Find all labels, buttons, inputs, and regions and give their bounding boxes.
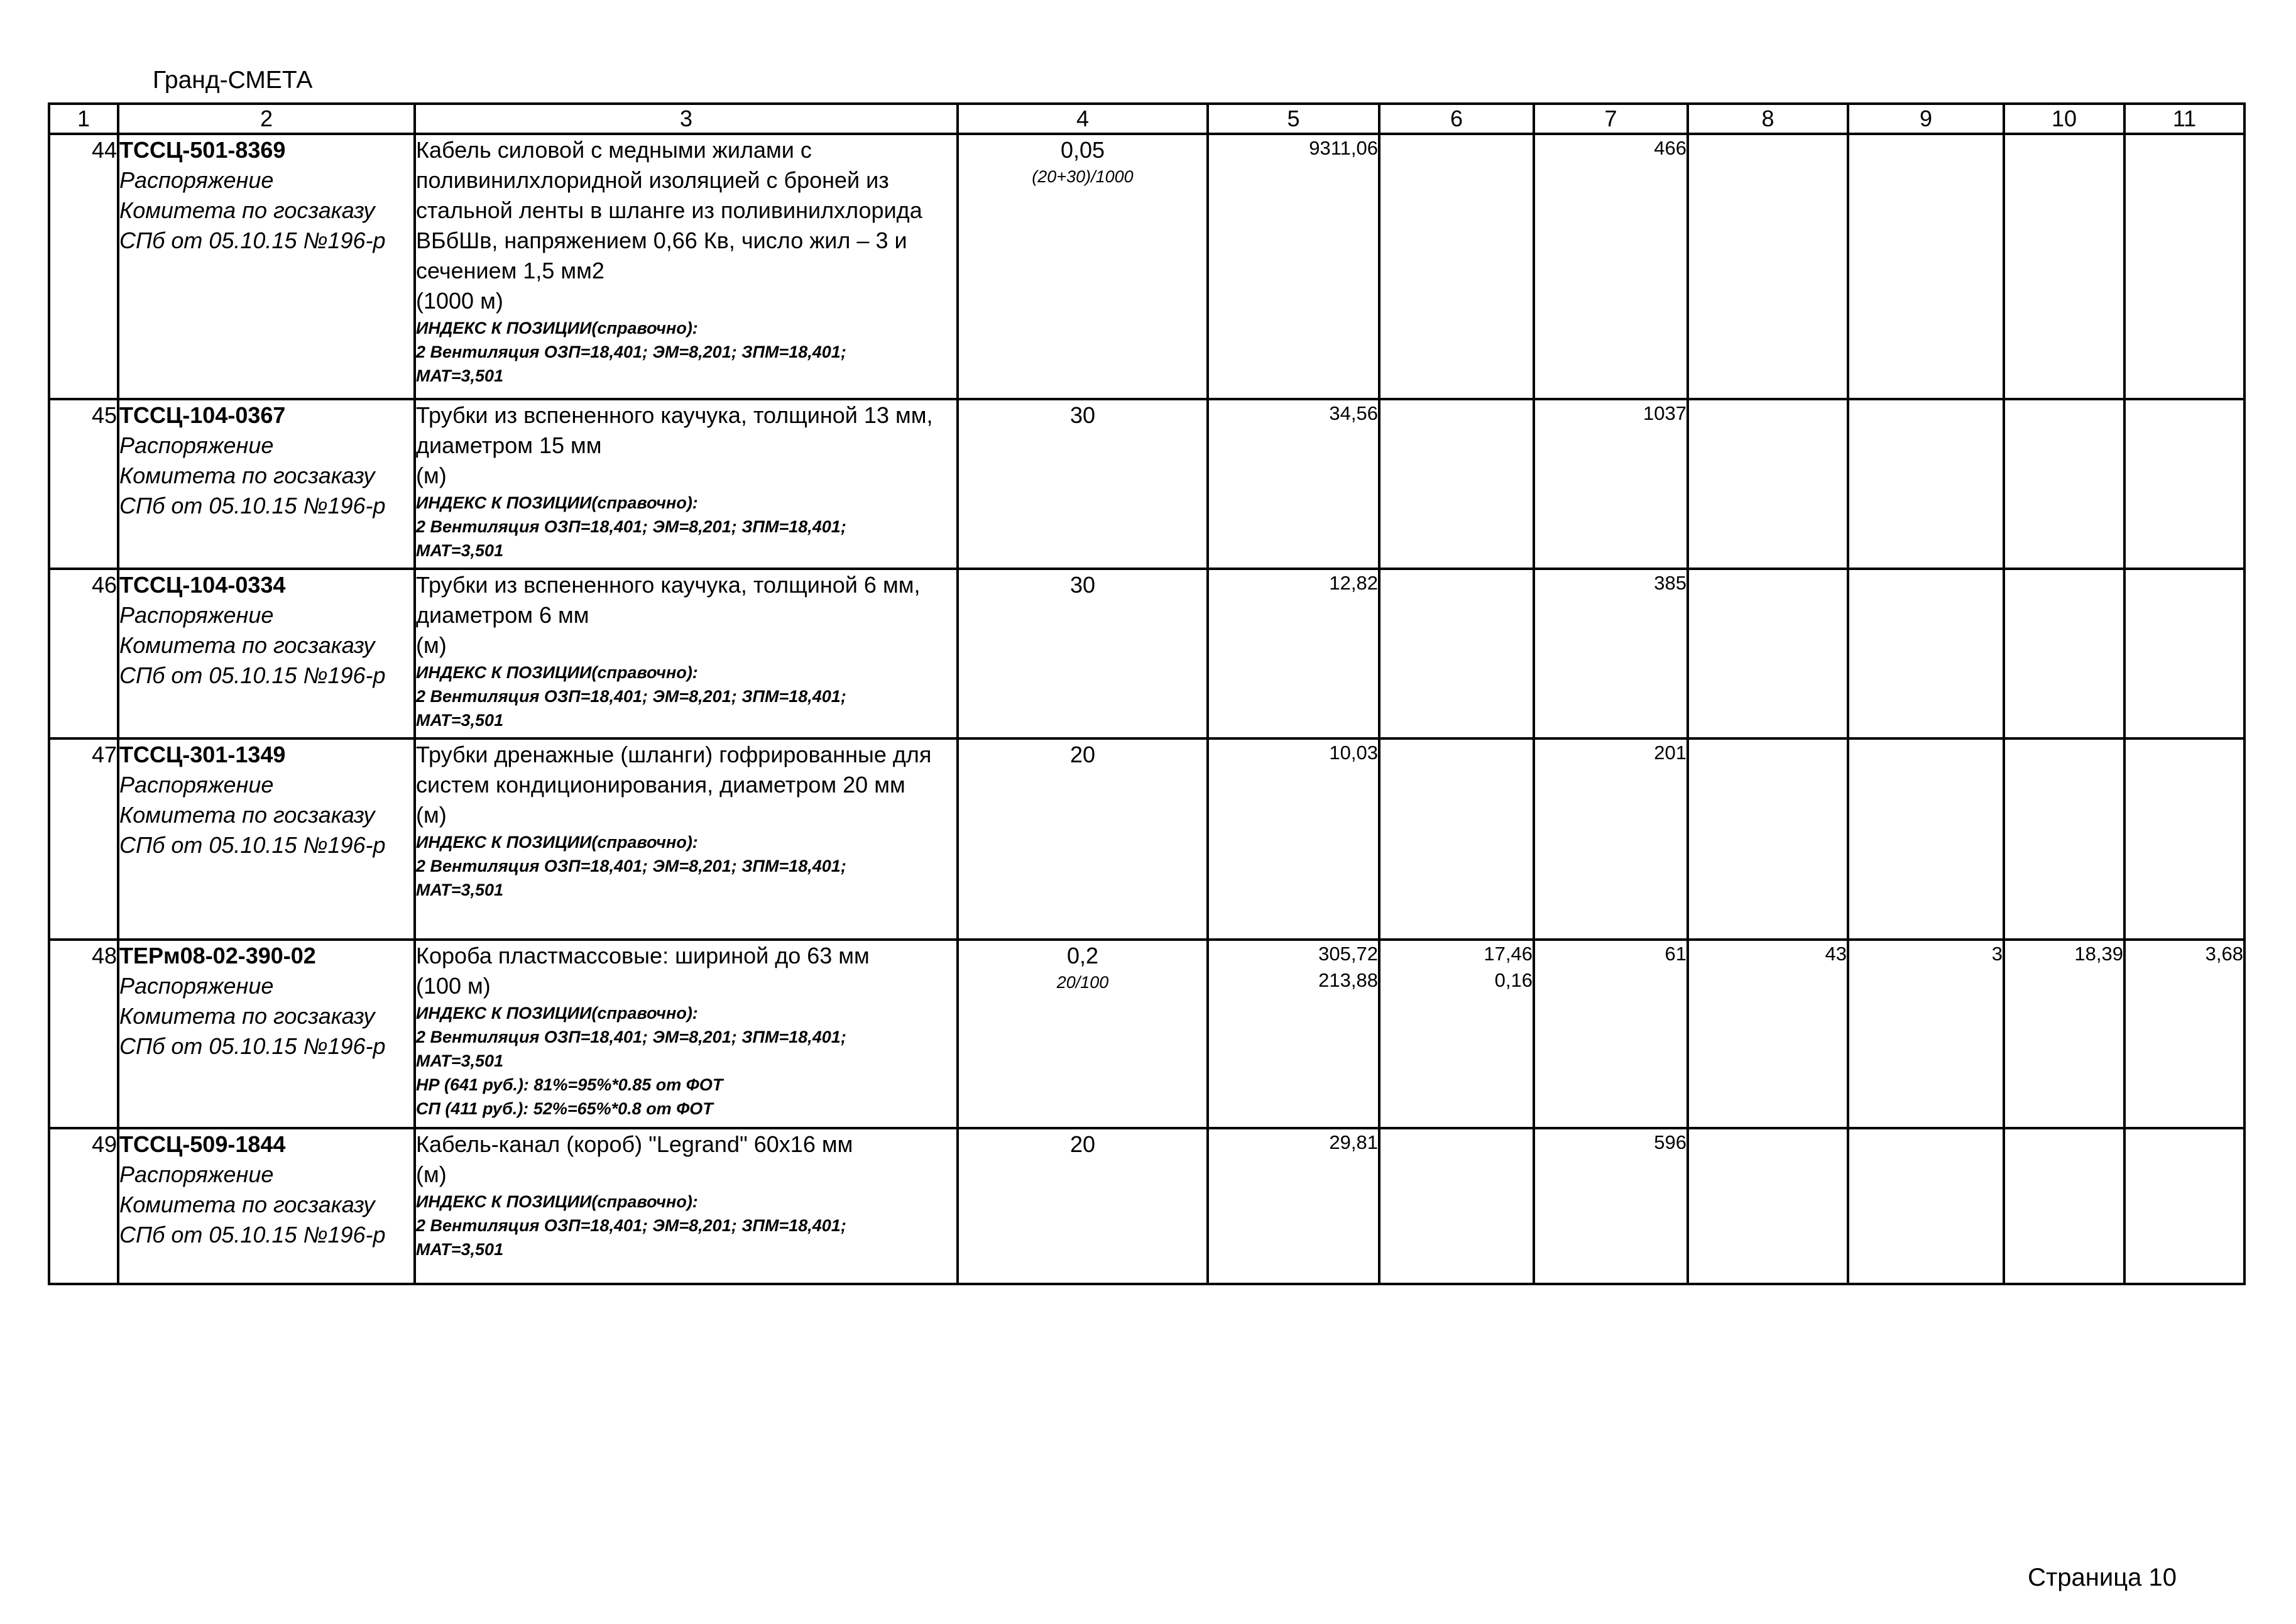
column-header: 2 <box>118 104 415 134</box>
col6-value <box>1379 569 1534 738</box>
item-name: Трубки дренажные (шланги) гофрированные для систем кондиционирования, диаметром 20 мм <box>416 742 932 798</box>
col10-value <box>2004 399 2124 569</box>
item-name: Короба пластмассовые: шириной до 63 мм <box>416 943 870 968</box>
item-index-note: ИНДЕКС К ПОЗИЦИИ(справочно): 2 Вентиляция ОЗП=18,401; ЭМ=8,201; ЗПМ=18,401; МАТ=3,501 <box>416 663 846 730</box>
col10-value: 18,39 <box>2004 940 2124 1128</box>
item-quantity: 0,2 <box>1066 943 1099 968</box>
col8-value <box>1688 399 1848 569</box>
table-row <box>49 738 2244 940</box>
item-source: Распоряжение Комитета по госзаказу СПб от 05.10.15 №196-р <box>119 167 386 253</box>
item-index-note: ИНДЕКС К ПОЗИЦИИ(справочно): 2 Вентиляция ОЗП=18,401; ЭМ=8,201; ЗПМ=18,401; МАТ=3,501 <box>416 1192 846 1259</box>
col9-value <box>1848 738 2004 940</box>
col6-value <box>1379 134 1534 399</box>
column-header: 5 <box>1208 104 1379 134</box>
col11-value <box>2124 1128 2244 1284</box>
col5-value: 34,56 <box>1208 399 1379 569</box>
col8-value: 43 <box>1688 940 1848 1128</box>
row-number: 47 <box>49 738 118 940</box>
col5-value: 29,81 <box>1208 1128 1379 1284</box>
item-code: ТССЦ-104-0367 <box>119 402 286 428</box>
column-header: 9 <box>1848 104 2004 134</box>
item-quantity-cell <box>958 134 1208 399</box>
col8-value <box>1688 134 1848 399</box>
item-code-cell <box>118 738 415 940</box>
col7-value: 596 <box>1534 1128 1688 1284</box>
item-description-cell <box>415 399 958 569</box>
row-number: 48 <box>49 940 118 1128</box>
table-row <box>49 1128 2244 1284</box>
col11-value <box>2124 399 2244 569</box>
page-number: Страница 10 <box>2028 1564 2177 1591</box>
col7-value: 466 <box>1534 134 1688 399</box>
item-quantity-cell <box>958 738 1208 940</box>
item-code-cell <box>118 569 415 738</box>
item-unit: (1000 м) <box>416 288 503 314</box>
col7-value: 201 <box>1534 738 1688 940</box>
col9-value <box>1848 1128 2004 1284</box>
col10-value <box>2004 1128 2124 1284</box>
col7-value: 1037 <box>1534 399 1688 569</box>
col5-value: 10,03 <box>1208 738 1379 940</box>
item-name: Трубки из вспененного каучука, толщиной 13 мм, диаметром 15 мм <box>416 402 933 458</box>
item-code-cell <box>118 399 415 569</box>
column-header: 1 <box>49 104 118 134</box>
item-quantity: 30 <box>1069 402 1096 428</box>
column-header: 8 <box>1688 104 1848 134</box>
item-quantity-cell <box>958 569 1208 738</box>
item-source: Распоряжение Комитета по госзаказу СПб от 05.10.15 №196-р <box>119 602 386 688</box>
col10-value <box>2004 134 2124 399</box>
item-quantity: 20 <box>1069 1131 1096 1157</box>
table-row <box>49 569 2244 738</box>
item-code-cell <box>118 1128 415 1284</box>
column-header: 7 <box>1534 104 1688 134</box>
column-header: 3 <box>415 104 958 134</box>
item-source: Распоряжение Комитета по госзаказу СПб от 05.10.15 №196-р <box>119 432 386 518</box>
col5-value: 12,82 <box>1208 569 1379 738</box>
item-description-cell <box>415 569 958 738</box>
col9-value <box>1848 569 2004 738</box>
col11-value <box>2124 569 2244 738</box>
item-quantity: 0,05 <box>1060 137 1105 163</box>
col7-value: 61 <box>1534 940 1688 1128</box>
item-quantity-cell <box>958 399 1208 569</box>
item-code: ТССЦ-501-8369 <box>119 137 286 163</box>
item-description-cell <box>415 1128 958 1284</box>
column-header: 6 <box>1379 104 1534 134</box>
item-source: Распоряжение Комитета по госзаказу СПб от 05.10.15 №196-р <box>119 973 386 1059</box>
item-name: Кабель силовой с медными жилами с поливинилхлоридной изоляцией с броней из стальной ленты в шланге из поливинилхлорида ВБбШв, напряжением 0,66 Кв, число жил – 3 и сечением 1,5 мм2 <box>416 137 922 283</box>
col6-value <box>1379 738 1534 940</box>
item-code: ТССЦ-509-1844 <box>119 1131 286 1157</box>
item-code-cell <box>118 134 415 399</box>
item-quantity-formula: (20+30)/1000 <box>1032 167 1134 186</box>
column-numbers-row <box>49 104 2244 134</box>
item-code-cell <box>118 940 415 1128</box>
column-header: 11 <box>2124 104 2244 134</box>
item-quantity-cell <box>958 940 1208 1128</box>
item-unit: (м) <box>416 802 447 828</box>
col11-value <box>2124 738 2244 940</box>
col9-value: 3 <box>1848 940 2004 1128</box>
item-source: Распоряжение Комитета по госзаказу СПб от 05.10.15 №196-р <box>119 1161 386 1248</box>
col5-value: 305,72 213,88 <box>1208 940 1379 1128</box>
item-index-note: ИНДЕКС К ПОЗИЦИИ(справочно): 2 Вентиляция ОЗП=18,401; ЭМ=8,201; ЗПМ=18,401; МАТ=3,501 НР (641 руб.): 81%=95%*0.85 от ФОТ СП (411 руб.): 52%=65%*0.8 от ФОТ <box>416 1004 846 1118</box>
item-index-note: ИНДЕКС К ПОЗИЦИИ(справочно): 2 Вентиляция ОЗП=18,401; ЭМ=8,201; ЗПМ=18,401; МАТ=3,501 <box>416 319 846 385</box>
row-number: 44 <box>49 134 118 399</box>
col6-value: 17,46 0,16 <box>1379 940 1534 1128</box>
app-title: Гранд-СМЕТА <box>153 67 313 94</box>
item-unit: (100 м) <box>416 973 491 999</box>
item-code: ТЕРм08-02-390-02 <box>119 943 316 968</box>
item-quantity: 20 <box>1069 742 1096 767</box>
item-index-note: ИНДЕКС К ПОЗИЦИИ(справочно): 2 Вентиляция ОЗП=18,401; ЭМ=8,201; ЗПМ=18,401; МАТ=3,501 <box>416 493 846 560</box>
column-header: 10 <box>2004 104 2124 134</box>
row-number: 46 <box>49 569 118 738</box>
table-row <box>49 399 2244 569</box>
row-number: 45 <box>49 399 118 569</box>
item-quantity-cell <box>958 1128 1208 1284</box>
item-unit: (м) <box>416 632 447 658</box>
col7-value: 385 <box>1534 569 1688 738</box>
col8-value <box>1688 1128 1848 1284</box>
item-quantity: 30 <box>1069 572 1096 598</box>
table-row <box>49 940 2244 1128</box>
item-name: Кабель-канал (короб) "Legrand" 60x16 мм <box>416 1131 853 1157</box>
item-unit: (м) <box>416 1161 447 1187</box>
col10-value <box>2004 738 2124 940</box>
item-description-cell <box>415 738 958 940</box>
col11-value <box>2124 134 2244 399</box>
item-quantity-formula: 20/100 <box>1056 973 1109 992</box>
item-source: Распоряжение Комитета по госзаказу СПб от 05.10.15 №196-р <box>119 772 386 858</box>
col10-value <box>2004 569 2124 738</box>
estimate-table <box>48 102 2246 1285</box>
item-code: ТССЦ-104-0334 <box>119 572 286 598</box>
col8-value <box>1688 569 1848 738</box>
column-header: 4 <box>958 104 1208 134</box>
item-description-cell <box>415 940 958 1128</box>
col8-value <box>1688 738 1848 940</box>
col11-value: 3,68 <box>2124 940 2244 1128</box>
item-description-cell <box>415 134 958 399</box>
row-number: 49 <box>49 1128 118 1284</box>
col6-value <box>1379 1128 1534 1284</box>
item-name: Трубки из вспененного каучука, толщиной 6 мм, диаметром 6 мм <box>416 572 921 628</box>
item-unit: (м) <box>416 463 447 488</box>
col6-value <box>1379 399 1534 569</box>
col9-value <box>1848 134 2004 399</box>
item-code: ТССЦ-301-1349 <box>119 742 286 767</box>
col9-value <box>1848 399 2004 569</box>
table-row <box>49 134 2244 399</box>
col5-value: 9311,06 <box>1208 134 1379 399</box>
item-index-note: ИНДЕКС К ПОЗИЦИИ(справочно): 2 Вентиляция ОЗП=18,401; ЭМ=8,201; ЗПМ=18,401; МАТ=3,501 <box>416 833 846 899</box>
